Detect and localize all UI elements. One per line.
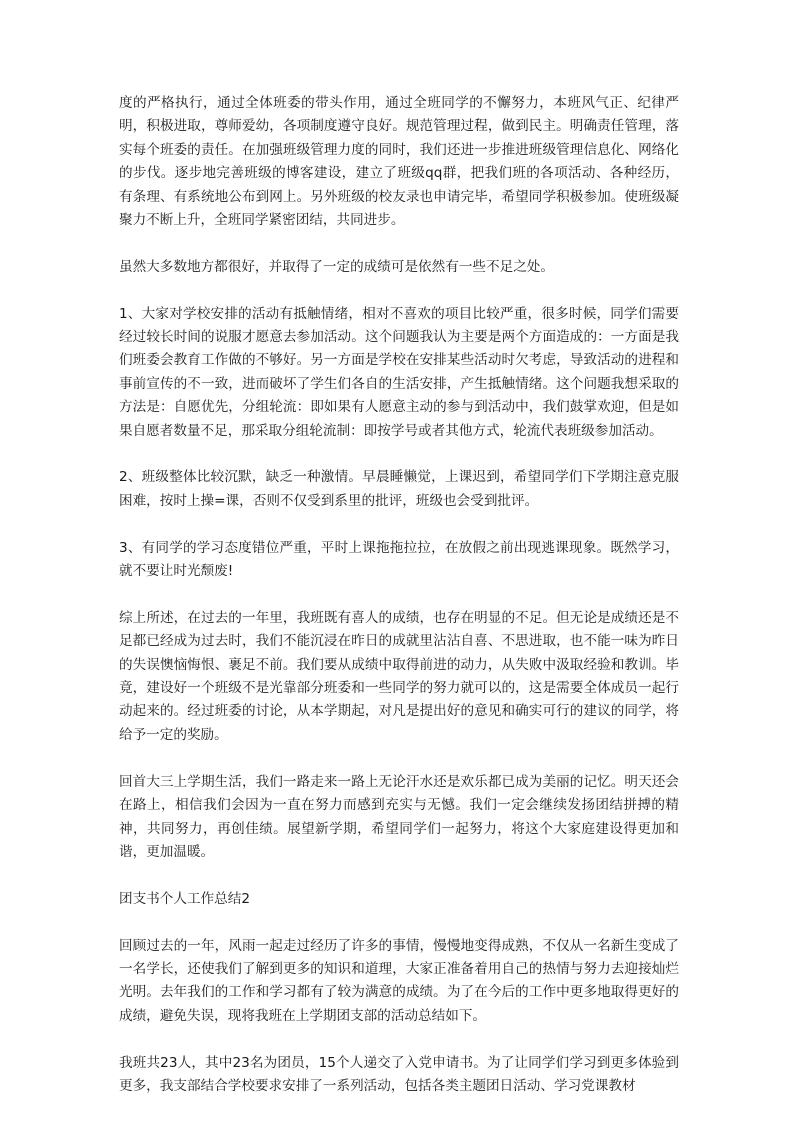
paragraph-outlook: 回首大三上学期生活，我们一路走来一路上无论汗水还是欢乐都已成为美丽的记忆。明天还会在路上，相信我们会因为一直在努力而感到充实与无憾。我们一定会继续发扬团结拼搏的精神，共同努力，再创佳绩。展望新学期，希望同学们一起努力，将这个大家庭建设得更加和谐，更加温暖。	[119, 773, 679, 860]
paragraph-membership: 我班共23人，其中23名为团员，15个人递交了入党申请书。为了让同学们学习到更多体验到更多，我支部结合学校要求安排了一系列活动，包括各类主题团日活动、学习党课教材	[119, 1054, 679, 1094]
section-heading: 团支书个人工作总结2	[119, 890, 250, 907]
paragraph-issue-3: 3、有同学的学习态度错位严重，平时上课拖拖拉拉，在放假之前出现逃课现象。既然学习，就不要让时光颓废!	[119, 539, 679, 580]
paragraph-shortcomings-intro: 虽然大多数地方都很好，并取得了一定的成绩可是依然有一些不足之处。	[119, 258, 554, 275]
document-body	[119, 92, 679, 1122]
paragraph-issue-1: 1、大家对学校安排的活动有抵触情绪，相对不喜欢的项目比较严重，很多时候，同学们需要经过较长时间的说服才愿意去参加活动。这个问题我认为主要是两个方面造成的：一方面是我们班委会教育工作做的不够好。另一方面是学校在安排某些活动时欠考虑，导致活动的进程和事前宣传的不一致，进而破坏了学生们各自的生活安排，产生抵触情绪。这个问题我想采取的方法是：自愿优先，分组轮流：即如果有人愿意主动的参与到活动中，我们鼓掌欢迎，但是如果自愿者数量不足，那采取分组轮流制：即按学号或者其他方式，轮流代表班级参加活动。	[119, 305, 679, 439]
paragraph-class-management: 度的严格执行，通过全体班委的带头作用，通过全班同学的不懈努力，本班风气正、纪律严明，积极进取，尊师爱幼，各项制度遵守良好。规范管理过程，做到民主。明确责任管理，落实每个班委的责任。在加强班级管理力度的同时，我们还进一步推进班级管理信息化、网络化的步伐。逐步地完善班级的博客建设，建立了班级qq群，把我们班的各项活动、各种经历，有条理、有系统地公布到网上。另外班级的校友录也申请完毕，希望同学积极参加。使班级凝聚力不断上升，全班同学紧密团结，共同进步。	[119, 95, 679, 229]
paragraph-summary: 综上所述，在过去的一年里，我班既有喜人的成绩，也存在明显的不足。但无论是成绩还是不足都已经成为过去时，我们不能沉浸在昨日的成就里沾沾自喜、不思进取，也不能一味为昨日的失误懊恼悔恨、裹足不前。我们要从成绩中取得前进的动力，从失败中汲取经验和教训。毕竟，建设好一个班级不是光靠部分班委和一些同学的努力就可以的，这是需要全体成员一起行动起来的。经过班委的讨论，从本学期起，对凡是提出好的意见和确实可行的建议的同学，将给予一定的奖励。	[119, 609, 679, 743]
paragraph-issue-2: 2、班级整体比较沉默，缺乏一种激情。早晨睡懒觉，上课迟到，希望同学们下学期注意克服困难，按时上操=课，否则不仅受到系里的批评，班级也会受到批评。	[119, 469, 679, 509]
paragraph-review: 回顾过去的一年，风雨一起走过经历了许多的事情，慢慢地变得成熟，不仅从一名新生变成了一名学长，还使我们了解到更多的知识和道理，大家正准备着用自己的热情与努力去迎接灿烂光明。去年我们的工作和学习都有了较为满意的成绩。为了在今后的工作中更多地取得更好的成绩，避免失误，现将我班在上学期团支部的活动总结如下。	[119, 937, 679, 1024]
